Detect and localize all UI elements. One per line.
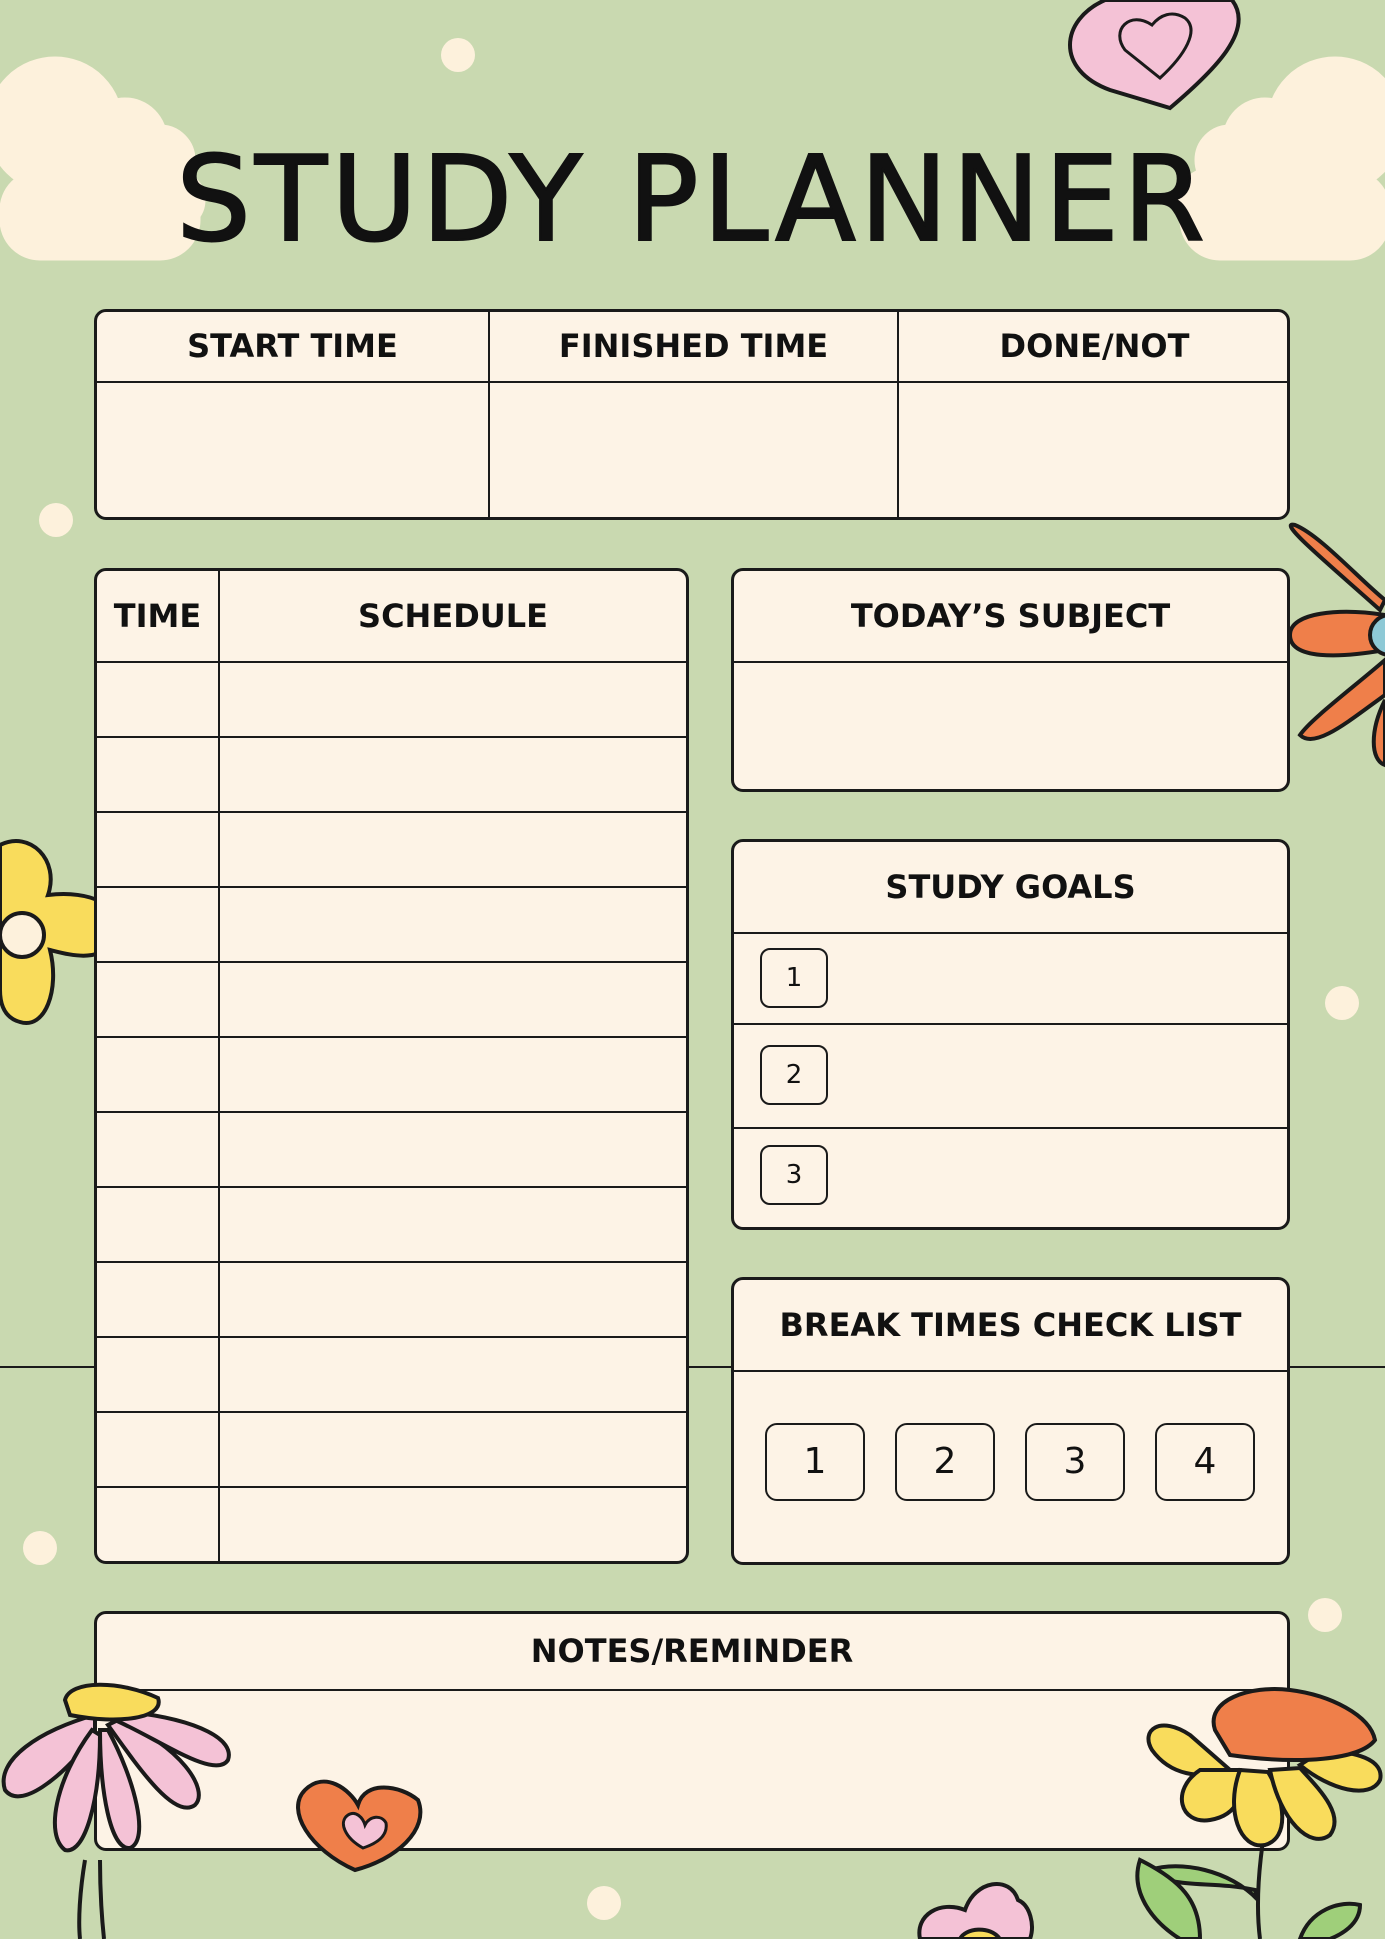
schedule-cell[interactable] (220, 1038, 686, 1111)
time-cell[interactable] (97, 888, 218, 961)
notes-header: NOTES/REMINDER (530, 1632, 854, 1670)
study-goals-box (731, 839, 1290, 1230)
finished-time-cell[interactable] (490, 383, 897, 517)
schedule-cell[interactable] (220, 1338, 686, 1411)
break-checkbox-1[interactable]: 1 (765, 1423, 865, 1501)
flower-icon (1290, 525, 1385, 765)
notes-box (94, 1611, 1290, 1851)
todays-subject-field[interactable] (734, 663, 1287, 789)
header-divider (734, 1370, 1287, 1372)
schedule-cell[interactable] (220, 1263, 686, 1336)
goal-number-1: 1 (760, 948, 828, 1008)
time-cell[interactable] (97, 813, 218, 886)
todays-subject-header: TODAY’S SUBJECT (850, 597, 1171, 635)
done-not-header: DONE/NOT (999, 327, 1190, 365)
notes-field[interactable] (97, 1691, 1287, 1848)
goal-number-2: 2 (760, 1045, 828, 1105)
schedule-table (94, 568, 689, 1564)
goal-field-1[interactable] (844, 934, 1284, 1022)
schedule-cell[interactable] (220, 963, 686, 1036)
time-header: TIME (113, 597, 202, 635)
time-cell[interactable] (97, 1413, 218, 1486)
study-goals-header: STUDY GOALS (885, 868, 1136, 906)
break-checkbox-4[interactable]: 4 (1155, 1423, 1255, 1501)
schedule-cell[interactable] (220, 1188, 686, 1261)
break-times-box (731, 1277, 1290, 1565)
start-time-cell[interactable] (97, 383, 488, 517)
schedule-cell[interactable] (220, 888, 686, 961)
time-cell[interactable] (97, 963, 218, 1036)
schedule-cell[interactable] (220, 1413, 686, 1486)
schedule-cell[interactable] (220, 663, 686, 736)
page-title: STUDY PLANNER (176, 130, 1209, 268)
finished-time-header: FINISHED TIME (558, 327, 829, 365)
schedule-cell[interactable] (220, 1113, 686, 1186)
time-summary-table (94, 309, 1290, 520)
time-cell[interactable] (97, 1263, 218, 1336)
goal-number-3: 3 (760, 1145, 828, 1205)
time-cell[interactable] (97, 1113, 218, 1186)
todays-subject-box (731, 568, 1290, 792)
schedule-header: SCHEDULE (358, 597, 548, 635)
goal-field-2[interactable] (844, 1025, 1284, 1126)
done-not-cell[interactable] (899, 383, 1290, 517)
time-cell[interactable] (97, 1338, 218, 1411)
break-checkbox-2[interactable]: 2 (895, 1423, 995, 1501)
break-times-header: BREAK TIMES CHECK LIST (779, 1306, 1242, 1344)
heart-icon (1070, 0, 1239, 108)
goal-field-3[interactable] (844, 1129, 1284, 1227)
time-cell[interactable] (97, 663, 218, 736)
time-cell[interactable] (97, 1188, 218, 1261)
schedule-cell[interactable] (220, 813, 686, 886)
break-checkbox-3[interactable]: 3 (1025, 1423, 1125, 1501)
time-cell[interactable] (97, 1488, 218, 1561)
schedule-cell[interactable] (220, 1488, 686, 1561)
schedule-cell[interactable] (220, 738, 686, 811)
start-time-header: START TIME (187, 327, 398, 365)
time-cell[interactable] (97, 1038, 218, 1111)
time-cell[interactable] (97, 738, 218, 811)
